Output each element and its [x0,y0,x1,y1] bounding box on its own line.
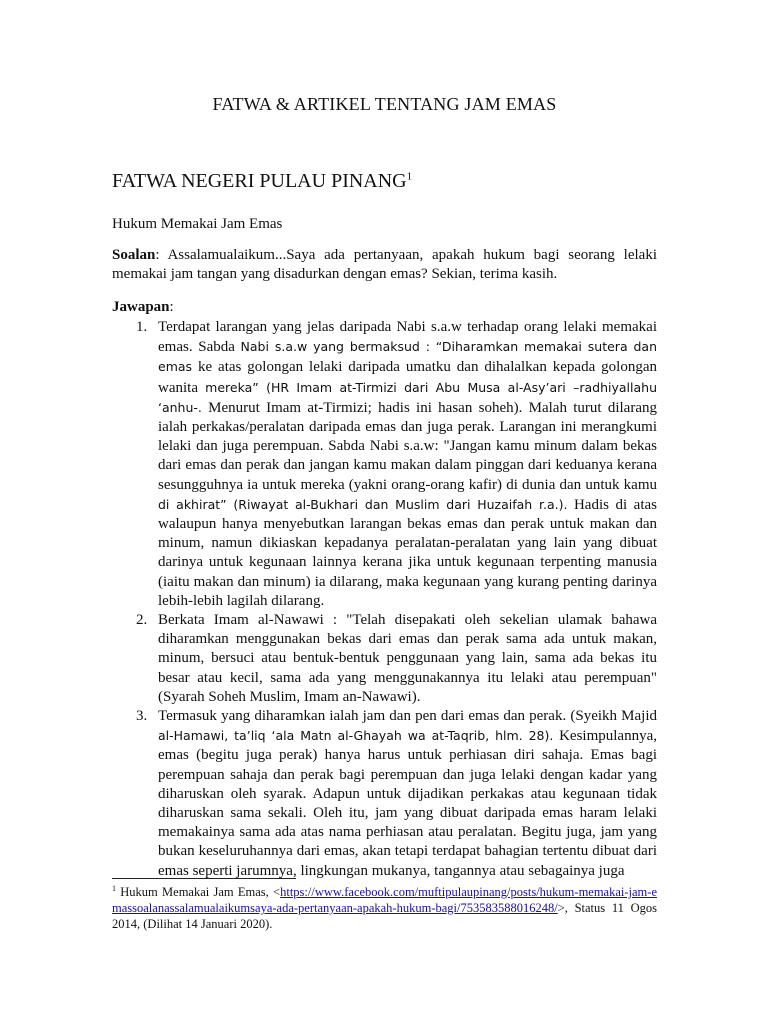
question-paragraph [112,246,657,284]
footnote-divider [112,878,296,879]
footnote-link[interactable]: https://www.facebook.com/muftipulaupinang/posts/hukum-memakai-jam-emassoalanassalamualaikumsaya-ada-pertanyaan-apakah-hukum-bagi/753583588016248/ [112,885,657,915]
answer-label: Jawapan [112,299,170,315]
question-text: : Assalamualaikum...Saya ada pertanyaan, apakah hukum bagi seorang lelaki memakai jam tangan yang disadurkan dengan emas? Sekian, terima kasih. [112,247,657,283]
hadith-quote: di akhirat” (Riwayat al-Bukhari dan Muslim dari Huzaifah r.a.). [158,496,568,512]
list-item-text: Terdapat larangan yang jelas daripada Nabi s.a.w terhadap orang lelaki memakai emas. Sabda [158,319,657,356]
answer-list [112,318,657,881]
list-item [112,318,657,611]
list-item [112,707,657,881]
hadith-quote: mereka” (HR Imam at-Tirmizi dari Abu Musa al-Asy’ari –radhiyallahu ‘anhu-. [158,379,658,415]
subtitle: Hukum Memakai Jam Emas [112,216,283,232]
list-item-text: Menurut Imam at-Tirmizi; hadis ini hasan soheh). Malah turut dilarang ialah perkakas/peralatan daripada emas dan juga perak. Larangan ini merangkumi lelaki dan juga perempuan. Sabda Nabi s.a.w: "Jangan kamu minum dalam bekas dari emas dan perak dan jangan kamu makan dalam pinggan dari keduanya kerana sesungguhnya ia untuk mereka (yakni orang-orang kafir) di dunia dan untuk kamu [158,399,657,493]
footnote-text-end: >, Status 11 Ogos 2014, (Dilihat 14 Januari 2020). [112,901,657,931]
question-label: Soalan [112,247,156,263]
list-item-number: 3. [136,708,148,725]
footnote-text: Hukum Memakai Jam Emas, < [116,885,281,899]
list-item-text: ke atas golongan lelaki daripada umatku dan dihalalkan kepada golongan wanita [158,359,657,396]
list-item-text: Hadis di atas walaupun hanya menyebutkan larangan bekas emas dan perak untuk makan dan minum, namun dikiaskan kepadanya peralatan-peralatan yang lain yang dibuat darinya untuk kegunaan lainnya kerana jika untuk kegunaan terpenting manusia (iaitu makan dan minum) ia dilarang, maka kegunaan yang kurang penting darinya lebih-lebih lagilah dilarang. [158,496,657,609]
list-item [112,611,657,707]
answer-heading [112,298,657,317]
footnote-mark: 1 [112,883,116,893]
list-item-text: Termasuk yang diharamkan ialah jam dan pen dari emas dan perak. (Syeikh Majid [158,708,657,725]
hadith-quote: Nabi s.a.w yang bermaksud : “Diharamkan memakai sutera dan emas [158,339,657,375]
list-item-text: Kesimpulannya, emas (begitu juga perak) hanya harus untuk perhiasan diri sahaja. Emas bagi perempuan sahaja dan perak bagi perempuan dan juga lelaki dengan kadar yang diharuskan oleh syarak. Adapun untuk dijadikan perkakas atau kegunaan tidak diharuskan sama sekali. Oleh itu, jam yang dibuat daripada emas haram lelaki memakainya sama ada atas nama perhiasan atau peralatan. Begitu juga, jam yang bukan keseluruhannya dari emas, akan tetapi terdapat bahagian tertentu dibuat dari emas seperti jarumnya, lingkungan mukanya, tangannya atau sebagainya juga [158,728,657,879]
list-item-number: 2. [136,612,148,629]
reference-citation: al-Hamawi, ta’liq ‘ala Matn al-Ghayah wa at-Taqrib, hlm. 28). [158,728,554,744]
section-title [112,170,412,193]
answer-colon: : [169,299,174,315]
footnote-reference[interactable]: 1 [406,170,413,183]
footnote [112,884,657,932]
section-title-text: FATWA NEGERI PULAU PINANG [112,170,407,192]
document-title: FATWA & ARTIKEL TENTANG JAM EMAS [212,94,557,114]
list-item-number: 1. [136,319,148,335]
list-item-text: Berkata Imam al-Nawawi : "Telah disepakati oleh sekelian ulamak bahawa diharamkan menggunakan bekas dari emas dan perak sama ada untuk makan, minum, bersuci atau bentuk-bentuk penggunaan yang lain, sama ada bekas itu besar atau kecil, sama ada yang menggunakannya itu lelaki atau perempuan" (Syarah Soheh Muslim, Imam an-Nawawi). [158,612,657,705]
